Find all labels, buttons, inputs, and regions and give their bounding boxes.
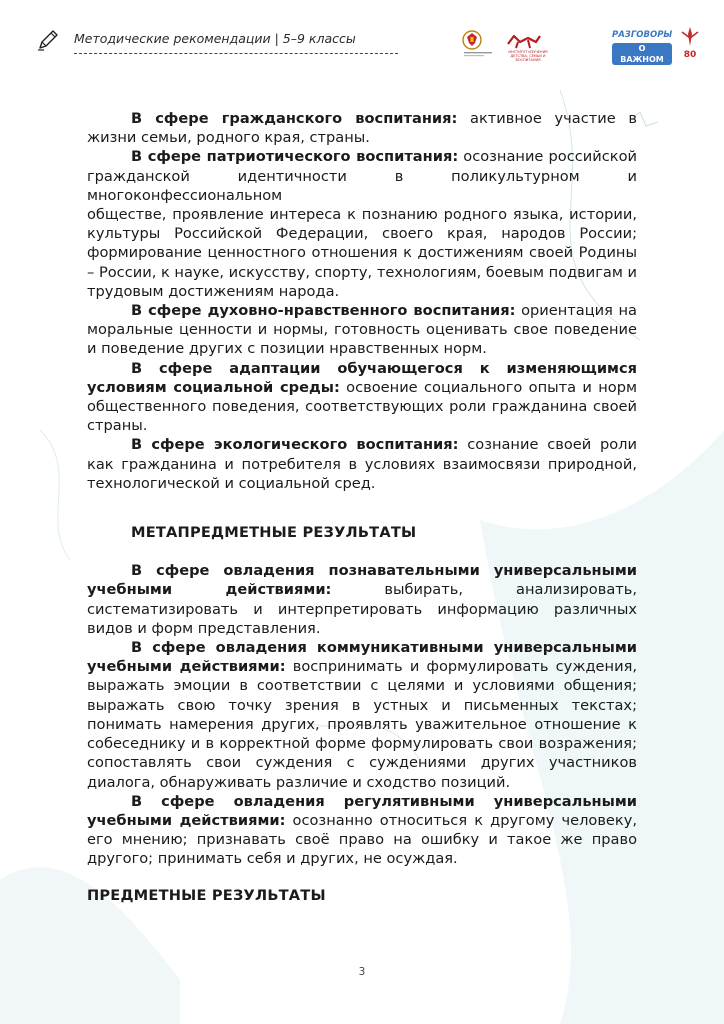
razgovory-subtitle: О ВАЖНОМ bbox=[612, 43, 672, 65]
patriotic-paragraph bbox=[87, 147, 637, 205]
moral-paragraph bbox=[87, 301, 637, 359]
ecology-text: сознание своей роли как гражданина и потребителя в условиях взаимосвязи природной, технологической и социальной сред. bbox=[87, 436, 637, 492]
cognitive-lead: В сфере овладения познавательными универсальными учебными действиями: bbox=[87, 562, 637, 599]
communicative-lead: В сфере овладения коммуникативными универсальными учебными действиями: bbox=[87, 639, 637, 676]
regulatory-paragraph bbox=[87, 792, 637, 869]
communicative-paragraph bbox=[87, 638, 637, 792]
horse-logo-caption: ИНСТИТУТ ИЗУЧЕНИЯ ДЕТСТВА, СЕМЬИ И ВОСПИТАНИЯ bbox=[508, 50, 548, 62]
communicative-text: воспринимать и формулировать суждения, выражать эмоции в соответствии с целями и условиями общения; выражать свою точку зрения в устных и письменных текстах; понимать намерения других, проявлять уважительное отношение к собеседнику и в корректной форме формулировать свои возражения; сопоставлять свои суждения с суждениями других участников диалога, обнаруживать различие и сходство позиций. bbox=[87, 658, 637, 791]
patriotic-paragraph-continued bbox=[87, 205, 637, 301]
civic-lead: В сфере гражданского воспитания: bbox=[131, 110, 458, 127]
page-header bbox=[36, 26, 696, 66]
cognitive-paragraph bbox=[87, 561, 637, 638]
patriotic-text-2: обществе, проявление интереса к познанию родного языка, истории, культуры Российской Федерации, своего края, народов России; формирование ценностного отношения к достижениям своей Родины – России, к науке, искусству, спорту, технологиям, боевым подвигам и трудовым достижениям народа. bbox=[87, 206, 637, 300]
civic-text: активное участие в жизни семьи, родного края, страны. bbox=[87, 110, 637, 147]
ecology-lead: В сфере экологического воспитания: bbox=[131, 436, 459, 454]
civic-paragraph bbox=[87, 109, 637, 147]
moral-text: ориентация на моральные ценности и нормы, готовность оценивать свое поведение и поведение других с позиции нравственных норм. bbox=[87, 302, 637, 358]
header-title: Методические рекомендации | 5–9 классы bbox=[74, 31, 356, 46]
adaptation-paragraph bbox=[87, 359, 637, 436]
ecology-paragraph bbox=[87, 435, 637, 493]
adaptation-text: освоение социального опыта и норм общественного поведения, соответствующих роли гражданина своей страны. bbox=[87, 378, 637, 435]
horse-logo-icon bbox=[506, 32, 542, 50]
page-number: 3 bbox=[358, 966, 366, 978]
patriotic-lead: В сфере патриотического воспитания: bbox=[131, 148, 459, 166]
regulatory-lead: В сфере овладения регулятивными универсальными учебными действиями: bbox=[87, 792, 637, 829]
razgovory-title: РАЗГОВОРЫ bbox=[612, 30, 673, 40]
regulatory-text: осознанно относиться к другому человеку, его мнению; признавать своё право на ошибку и такое же право другого; принимать себя и других, не осуждая. bbox=[87, 811, 637, 868]
patriotic-text-1: осознание российской гражданской идентичности в поликультурном и многоконфессиональном bbox=[87, 148, 637, 204]
pen-icon bbox=[36, 28, 60, 52]
header-divider bbox=[74, 53, 398, 54]
page-content bbox=[87, 109, 637, 905]
partner-logos bbox=[460, 26, 700, 66]
moral-lead: В сфере духовно-нравственного воспитания: bbox=[131, 302, 516, 320]
meta-results-heading: МЕТАПРЕДМЕТНЫЕ РЕЗУЛЬТАТЫ bbox=[131, 524, 417, 542]
adaptation-lead: В сфере адаптации обучающегося к изменяющимся условиям социальной среды: bbox=[87, 359, 637, 396]
cognitive-text: выбирать, анализировать, систематизировать и интерпретировать информацию различных видов и форм представления. bbox=[87, 581, 637, 637]
razgovory-logo-icon bbox=[612, 30, 673, 64]
emblem-icon bbox=[460, 28, 496, 60]
victory-80-icon bbox=[678, 26, 702, 50]
subject-results-heading: ПРЕДМЕТНЫЕ РЕЗУЛЬТАТЫ bbox=[87, 886, 326, 904]
victory-80-label: 80 bbox=[683, 50, 697, 60]
